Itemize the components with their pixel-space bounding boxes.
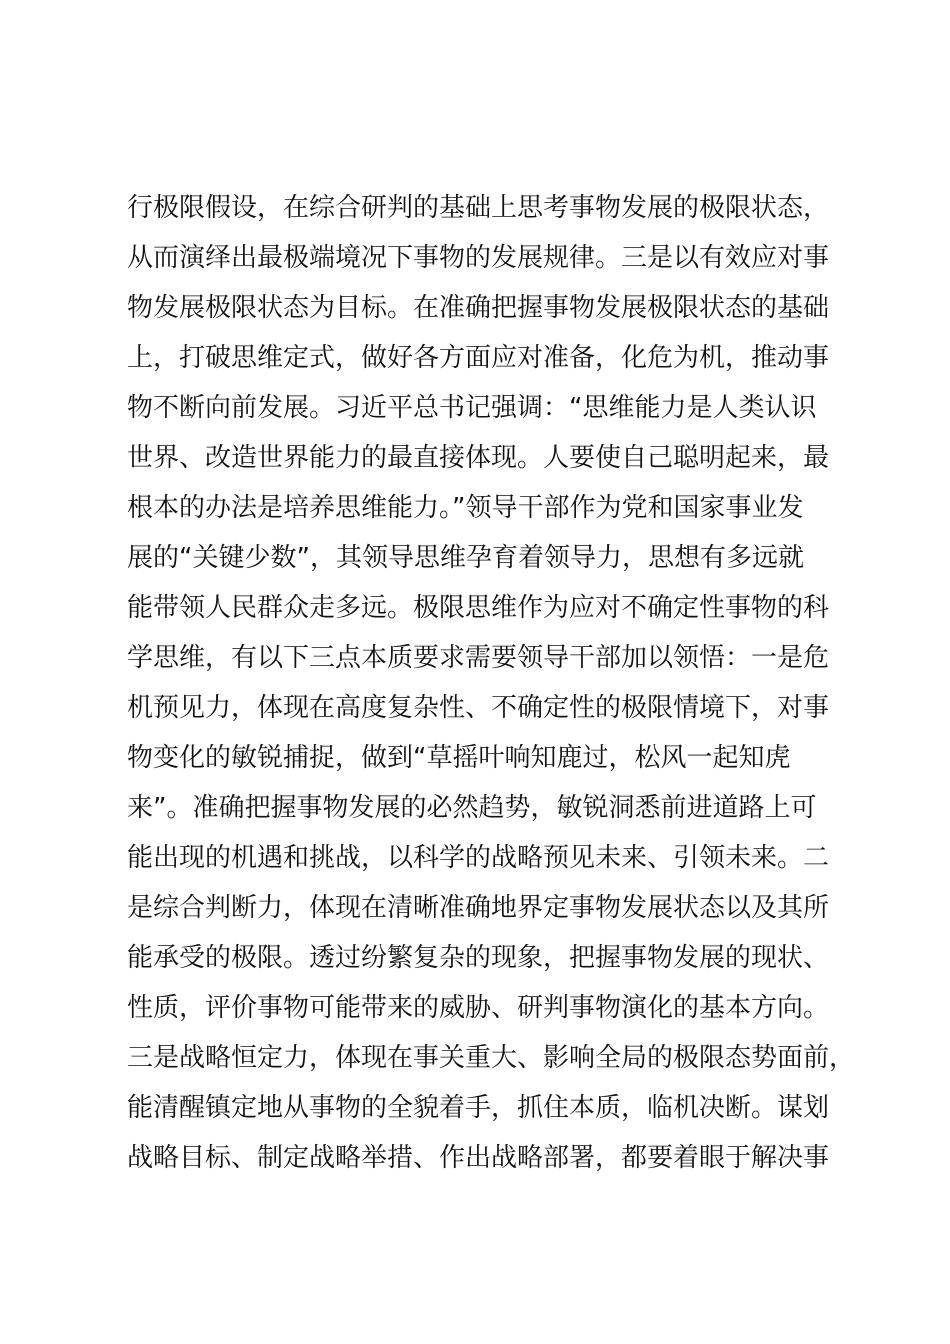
text-line: 战略目标、制定战略举措、作出战略部署，都要着眼于解决事: [127, 1143, 830, 1173]
text-line: 物变化的敏锐捕捉，做到“草摇叶响知鹿过，松风一起知虎: [127, 743, 791, 773]
text-line: 展的“关键少数”，其领导思维孕育着领导力，思想有多远就: [127, 543, 804, 573]
text-line: 能带领人民群众走多远。极限思维作为应对不确定性事物的科: [127, 593, 830, 623]
text-line: 上，打破思维定式，做好各方面应对准备，化危为机，推动事: [127, 343, 830, 373]
text-line: 机预见力，体现在高度复杂性、不确定性的极限情境下，对事: [127, 693, 830, 723]
text-line: 性质，评价事物可能带来的威胁、研判事物演化的基本方向。: [127, 993, 830, 1023]
text-line: 能出现的机遇和挑战，以科学的战略预见未来、引领未来。二: [127, 843, 830, 873]
text-line: 学思维，有以下三点本质要求需要领导干部加以领悟：一是危: [127, 643, 830, 673]
body-text: [127, 183, 856, 1183]
text-line: 三是战略恒定力，体现在事关重大、影响全局的极限态势面前，: [127, 1043, 856, 1073]
text-line: 能承受的极限。透过纷繁复杂的现象，把握事物发展的现状、: [127, 943, 830, 973]
text-line: 从而演绎出最极端境况下事物的发展规律。三是以有效应对事: [127, 243, 830, 273]
text-line: 物不断向前发展。习近平总书记强调：“思维能力是人类认识: [127, 393, 817, 423]
text-line: 是综合判断力，体现在清晰准确地界定事物发展状态以及其所: [127, 893, 830, 923]
text-line: 根本的办法是培养思维能力。”领导干部作为党和国家事业发: [127, 493, 804, 523]
text-line: 世界、改造世界能力的最直接体现。人要使自己聪明起来，最: [127, 443, 830, 473]
text-line: 行极限假设，在综合研判的基础上思考事物发展的极限状态，: [127, 193, 830, 223]
text-line: 来”。准确把握事物发展的必然趋势，敏锐洞悉前进道路上可: [127, 793, 817, 823]
text-line: 物发展极限状态为目标。在准确把握事物发展极限状态的基础: [127, 293, 830, 323]
text-line: 能清醒镇定地从事物的全貌着手，抓住本质，临机决断。谋划: [127, 1093, 830, 1123]
